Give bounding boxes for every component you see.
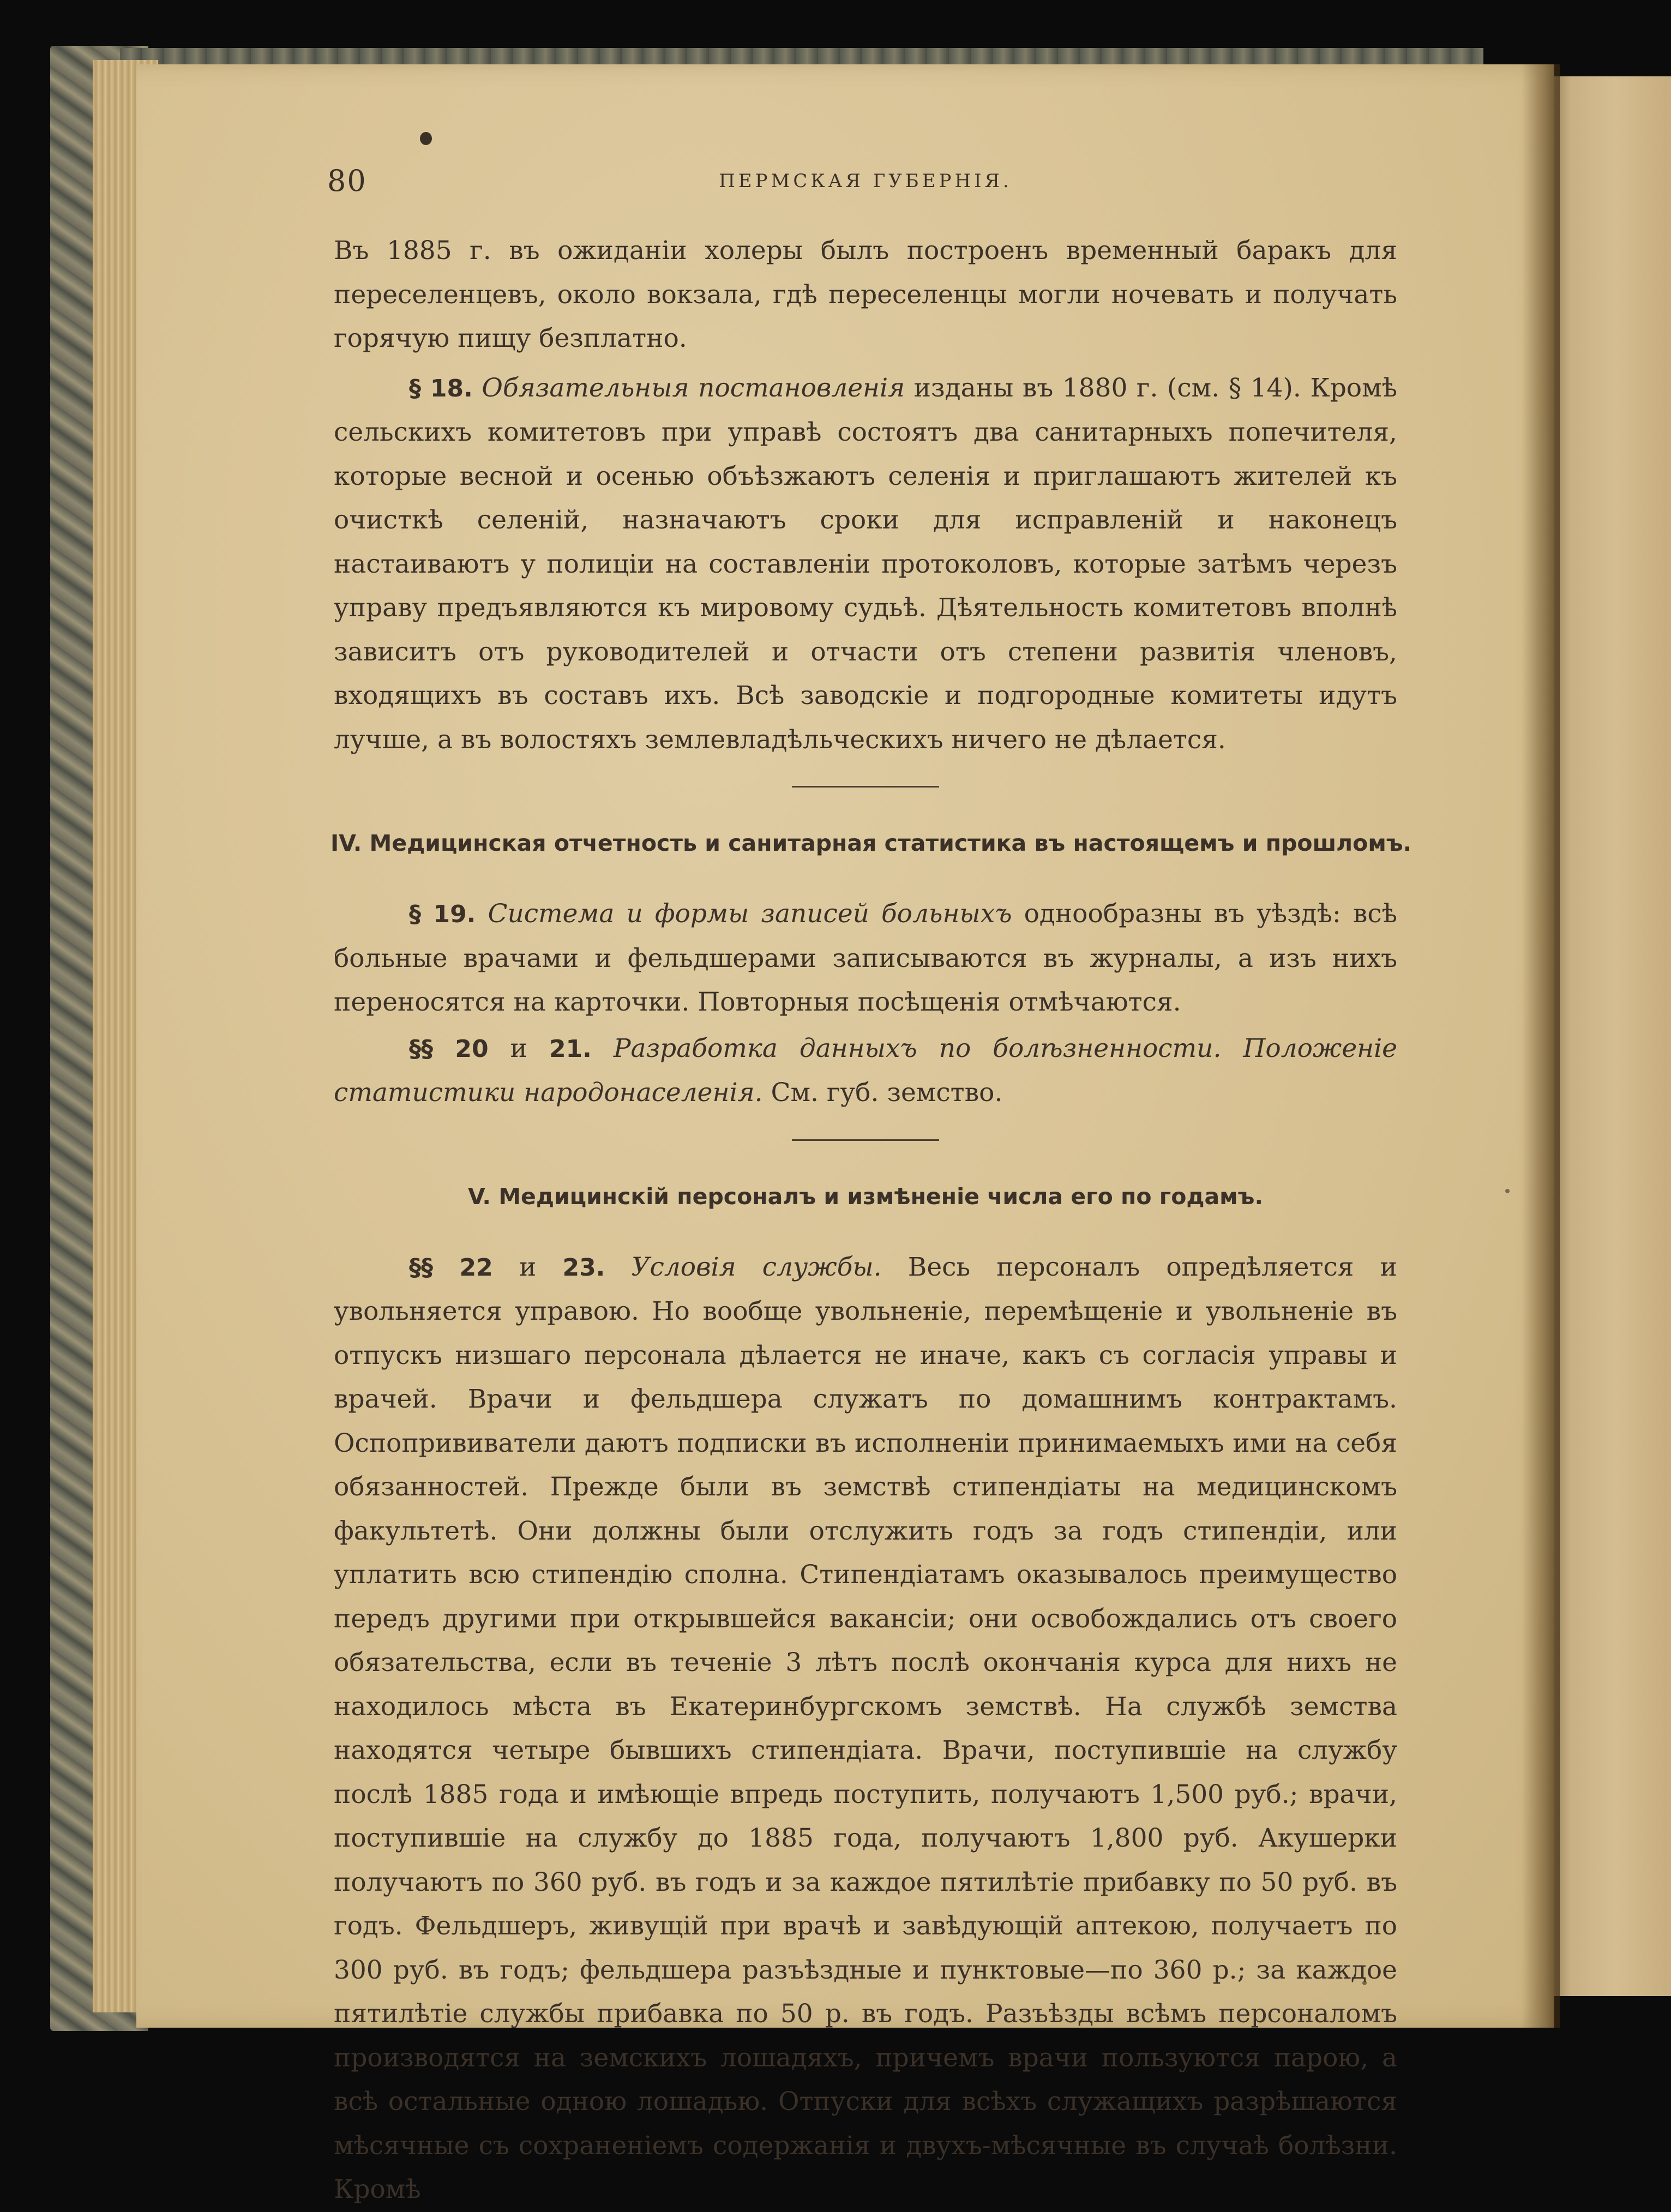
- section-v-heading: V. Медицинскій персоналъ и измѣненіе числа его по годамъ.: [467, 1183, 1264, 1210]
- paragraph-18: [334, 366, 1397, 762]
- page-text: [327, 164, 1412, 2212]
- running-head: [327, 164, 1397, 207]
- section-iv-heading: IV. Медицинская отчетность и санитарная статистика въ настоящемъ и прошломъ.: [330, 830, 1412, 856]
- divider-rule: [792, 1139, 939, 1141]
- paragraph-22-23-text: Весь персоналъ опредѣляется и увольняется управою. Но вообще увольненіе, перемѣщеніе и увольненіе въ отпускъ низшаго персонала дѣлается не иначе, какъ съ согласія управы и врачей. Врачи и фельдшера служатъ по домашнимъ контрактамъ. Оспопрививатели даютъ подписки въ исполненіи принимаемыхъ ими на себя обязанностей. Прежде были въ земствѣ стипендіаты на медицинскомъ факультетѣ. Они должны были отслужить годъ за годъ стипендіи, или уплатить всю стипендію сполна. Стипендіатамъ оказывалось преимущество передъ другими при открывшейся вакансіи; они освобождались отъ своего обязательства, если въ теченіе 3 лѣтъ послѣ окончанія курса для нихъ не находилось мѣста въ Екатеринбургскомъ земствѣ. На службѣ земства находятся четыре бывшихъ стипендіата. Врачи, поступившіе на службу послѣ 1885 года и имѣющіе впредь поступить, получаютъ 1,500 руб.; врачи, поступившіе на службу до 1885 года, получаютъ 1,800 руб. Акушерки получаютъ по 360 руб. въ годъ и за каждое пятилѣтіе прибавку по 50 руб. въ годъ. Фельдшеръ, живущій при врачѣ и завѣдующій аптекою, получаетъ по 300 руб. въ годъ; фельдшера разъѣздные и пунктовые—по 360 р.; за каждое пятилѣтіе службы прибавка по 50 р. въ годъ. Разъѣзды всѣмъ персоналомъ производятся на земскихъ лошадяхъ, причемъ врачи пользуются парою, а всѣ остальные одною лошадью. Отпуски для всѣхъ служащихъ разрѣшаются мѣсячные съ сохраненіемъ содержанія и двухъ-мѣсячные въ случаѣ болѣзни. Кромѣ: [334, 1252, 1397, 2204]
- page-number: 80: [327, 164, 367, 198]
- ink-speck: [420, 132, 432, 145]
- paragraph-20-21: [334, 1027, 1397, 1115]
- section-sign-18: § 18.: [409, 374, 473, 402]
- paragraph-22-23: [334, 1246, 1397, 2212]
- paragraph-22-23-title: Условія службы.: [631, 1252, 882, 1282]
- paragraph-18-title: Обязательныя постановленія: [482, 372, 905, 403]
- paragraph-19-text: однообразны въ уѣздѣ: всѣ больные врачами и фельдшерами записываются въ журналы, а изъ нихъ переносятся на карточки. Повторныя посѣщенія отмѣчаются.: [334, 899, 1397, 1017]
- ink-speck: [1505, 1189, 1510, 1193]
- section-sign-21: 21.: [549, 1035, 592, 1063]
- section-sign-22: §§ 22: [409, 1253, 493, 1282]
- paragraph-20-21-title: Разработка данныхъ по болѣзненности. Положеніе статистики народонаселенія.: [334, 1033, 1397, 1108]
- paragraph-22-23-conj: и: [519, 1252, 537, 1282]
- facing-page-edge: [1549, 76, 1671, 1996]
- paragraph-20-21-conj: и: [510, 1033, 527, 1063]
- paragraph-18-text: изданы въ 1880 г. (см. § 14). Кромѣ сельскихъ комитетовъ при управѣ состоятъ два санитарныхъ попечителя, которые весной и осенью объѣзжаютъ селенія и приглашаютъ жителей къ очисткѣ селеній, назначаютъ сроки для исправленій и наконецъ настаиваютъ у полиціи на составленіи протоколовъ, которые затѣмъ черезъ управу предъявляются къ мировому судьѣ. Дѣятельность комитетовъ вполнѣ зависитъ отъ руководителей и отчасти отъ степени развитія членовъ, входящихъ въ составъ ихъ. Всѣ заводскіе и подгородные комитеты идутъ лучше, а въ волостяхъ землевладѣльческихъ ничего не дѣлается.: [334, 372, 1397, 755]
- paragraph-19: [334, 892, 1397, 1025]
- section-sign-20: §§ 20: [409, 1035, 489, 1063]
- running-title: ПЕРМСКАЯ ГУБЕРНІЯ.: [719, 170, 1012, 192]
- page-gutter-shadow: [1522, 64, 1560, 2028]
- divider-rule: [792, 786, 939, 788]
- section-sign-23: 23.: [562, 1253, 605, 1282]
- paragraph-20-21-text: См. губ. земство.: [771, 1078, 1003, 1108]
- paragraph-19-title: Система и формы записей больныхъ: [488, 899, 1012, 929]
- paragraph-intro: Въ 1885 г. въ ожиданіи холеры былъ построенъ временный баракъ для переселенцевъ, около вокзала, гдѣ переселенцы могли ночевать и получать горячую пищу безплатно.: [334, 236, 1397, 353]
- section-sign-19: § 19.: [409, 900, 476, 928]
